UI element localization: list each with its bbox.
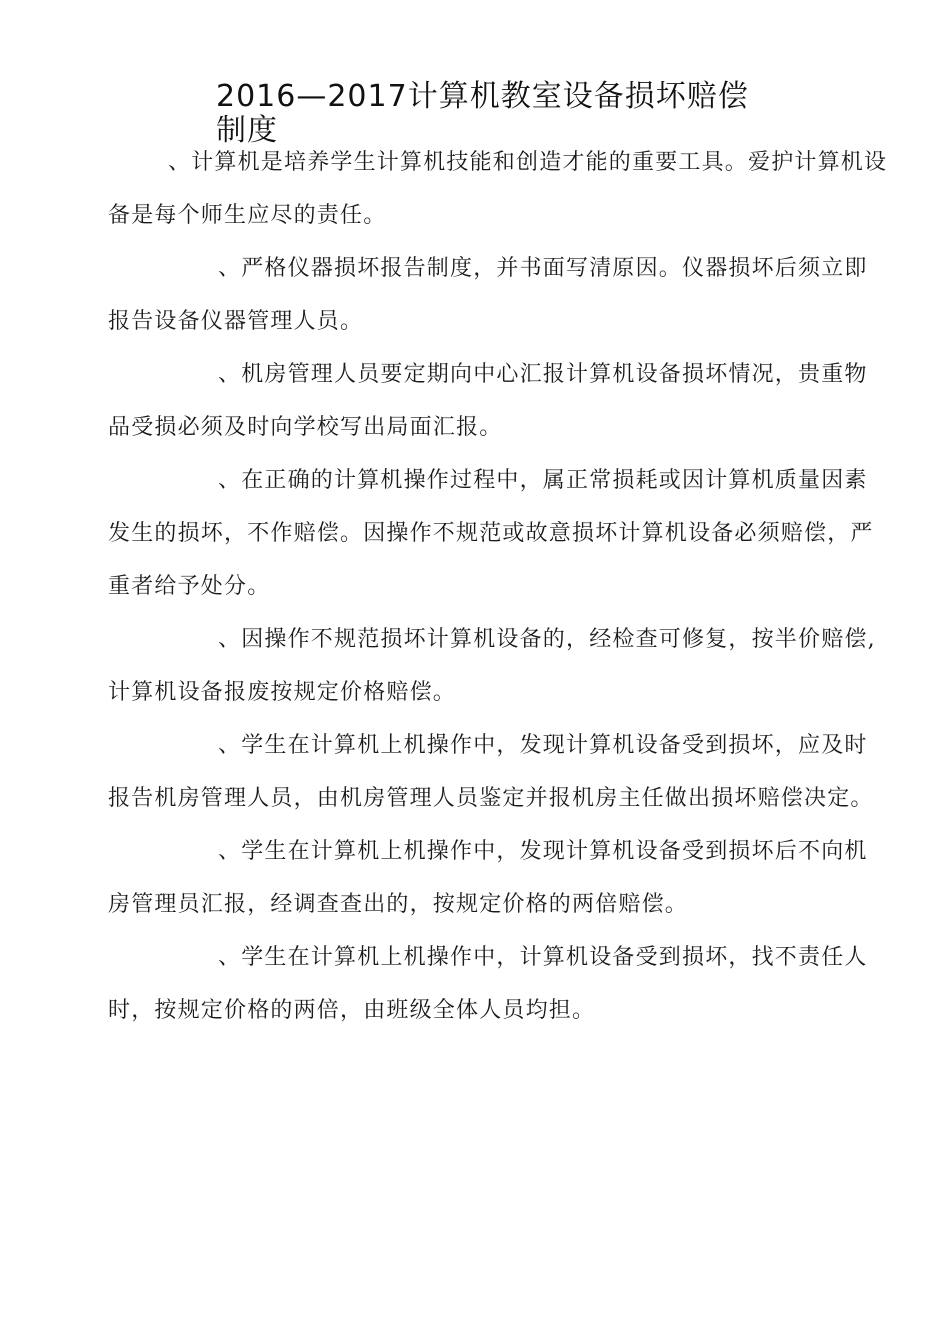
document-title: 2016—2017计算机教室设备损坏赔偿制度 [216, 79, 749, 148]
paragraph-8: 、学生在计算机上机操作中，计算机设备受到损坏，找不责任人时，按规定价格的两倍，由班级全体人员均担。 [108, 945, 868, 1023]
paragraph-6: 、学生在计算机上机操作中，发现计算机设备受到损坏，应及时报告机房管理人员，由机房管理人员鉴定并报机房主任做出损坏赔偿决定。 [108, 733, 874, 811]
paragraph-3: 、机房管理人员要定期向中心汇报计算机设备损坏情况，贵重物品受损必须及时向学校写出局面汇报。 [108, 362, 868, 440]
paragraph-5: 、因操作不规范损坏计算机设备的，经检查可修复，按半价赔偿,计算机设备报废按规定价格赔偿。 [108, 627, 876, 705]
paragraph-1: 、计算机是培养学生计算机技能和创造才能的重要工具。爱护计算机设备是每个师生应尽的责任。 [108, 150, 888, 228]
document-body [108, 136, 888, 1037]
paragraph-4: 、在正确的计算机操作过程中，属正常损耗或因计算机质量因素发生的损坏，不作赔偿。因操作不规范或故意损坏计算机设备必须赔偿，严重者给予处分。 [108, 468, 874, 599]
paragraph-7: 、学生在计算机上机操作中，发现计算机设备受到损坏后不向机房管理员汇报，经调查查出的，按规定价格的两倍赔偿。 [108, 839, 868, 917]
paragraph-2: 、严格仪器损坏报告制度，并书面写清原因。仪器损坏后须立即报告设备仪器管理人员。 [108, 256, 868, 334]
